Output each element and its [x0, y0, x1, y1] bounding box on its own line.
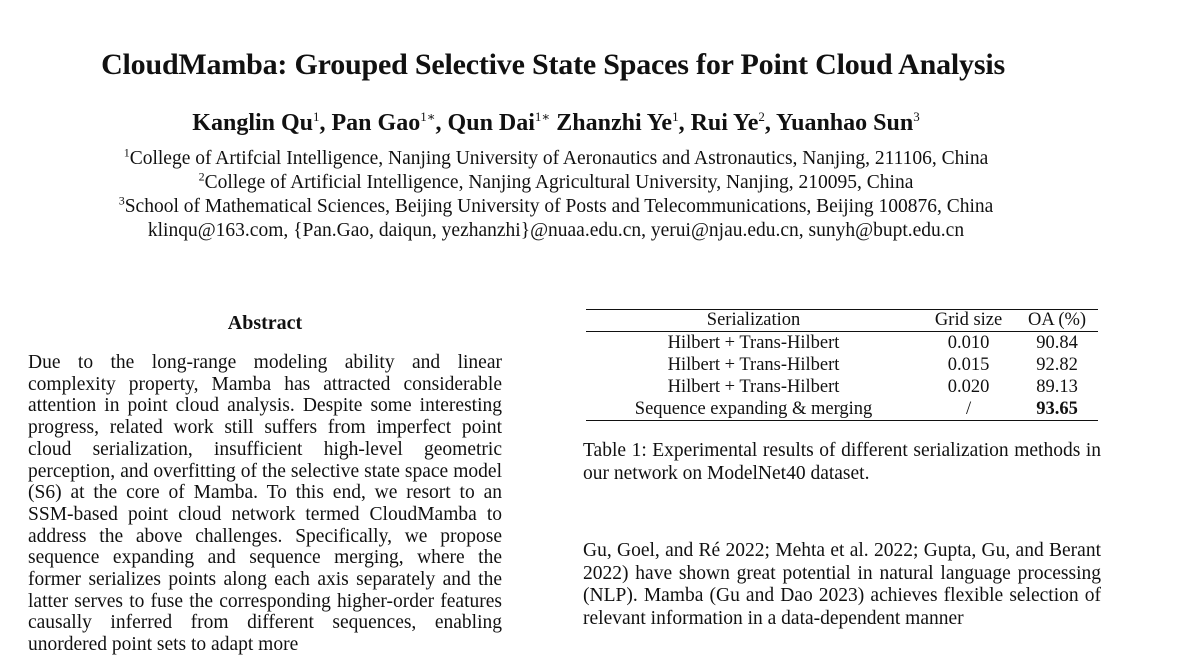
author-separator: , [678, 110, 691, 136]
body-text: Gu, Goel, and Ré 2022; Mehta et al. 2022; Gupta, Gu, and Berant 2022) have shown great potential in natural language processing (NLP). Mamba (Gu and Dao 2023) achieves flexible selection of relevant information in a data-dependent manner [583, 540, 1101, 629]
table-cell: 0.020 [947, 377, 990, 397]
table-header-cell: OA (%) [1016, 310, 1098, 332]
author-name: Yuanhao Sun [775, 110, 914, 136]
paper-title: CloudMamba: Grouped Selective State Spaces for Point Cloud Analysis [101, 48, 1005, 81]
results-table [586, 309, 1098, 421]
abstract-heading: Abstract [227, 312, 303, 334]
table-header-cell: Serialization [586, 310, 921, 332]
email-line [0, 219, 1112, 243]
affiliation-mark: 1 [123, 145, 130, 160]
table-cell: Hilbert + Trans-Hilbert [667, 355, 840, 375]
affiliation-mark: 3 [118, 193, 125, 208]
table-cell: 90.84 [1036, 333, 1078, 353]
author-name: Rui Ye [690, 110, 759, 136]
abstract-text: Due to the long-range modeling ability and linear complexity property, Mamba has attracted considerable attention in point cloud analysis. Despite some interesting progress, related work still suffers from imperfect point cloud serialization, insufficient high-level geometric perception, and overfitting of the selective state space model (S6) at the core of Mamba. To this end, we resort to an SSM-based point cloud network termed CloudMamba to address the above challenges. Specifically, we propose sequence expanding and sequence merging, where the former serializes points along each axis separately and the latter serves to fuse the corresponding higher-order features causally inferred from different sequences, enabling unordered point sets to adapt more [28, 352, 502, 656]
author-separator: , [764, 110, 776, 136]
affiliations [0, 147, 1112, 243]
affiliation-line [0, 195, 1112, 219]
table-header-cell: Grid size [921, 310, 1016, 332]
author-name: Zhanzhi Ye [556, 110, 673, 136]
author-name: Qun Dai [447, 110, 535, 136]
author-name: Pan Gao [331, 110, 421, 136]
table-header-row [586, 310, 1098, 332]
table-cell: 0.015 [947, 355, 990, 375]
author-affil-mark: 3 [913, 109, 920, 124]
table-row [586, 376, 1098, 398]
author-affil-mark: 1 [672, 109, 679, 124]
email-text: klinqu@163.com, {Pan.Gao, daiqun, yezhanzhi}@nuaa.edu.cn, yerui@njau.edu.cn, sunyh@bupt.edu.cn [147, 220, 965, 241]
table-row [586, 398, 1098, 421]
table-row [586, 332, 1098, 355]
table-cell: 92.82 [1036, 355, 1078, 375]
author-separator: , [319, 110, 332, 136]
author-list [0, 110, 1112, 137]
affiliation-line [0, 147, 1112, 171]
table-cell: Hilbert + Trans-Hilbert [667, 377, 840, 397]
affiliation-text: College of Artificial Intelligence, Nanjing Agricultural University, Nanjing, 210095, China [204, 172, 914, 193]
table-row [586, 354, 1098, 376]
affiliation-mark: 2 [198, 169, 205, 184]
table-cell: / [921, 398, 1016, 421]
author-affil-mark: 1∗ [420, 109, 436, 124]
author-affil-mark: 2 [758, 109, 765, 124]
table-cell: Sequence expanding & merging [586, 398, 921, 421]
table-caption: Table 1: Experimental results of different serialization methods in our network on ModelNet40 dataset. [583, 440, 1101, 484]
table-cell: 89.13 [1036, 377, 1078, 397]
author-name: Kanglin Qu [192, 110, 314, 136]
affiliation-text: College of Artifcial Intelligence, Nanjing University of Aeronautics and Astronautics, Nanjing, 211106, China [129, 148, 989, 169]
author-separator: , [435, 110, 448, 136]
author-affil-mark: 1 [313, 109, 320, 124]
table-cell-best: 93.65 [1016, 398, 1098, 421]
affiliation-text: School of Mathematical Sciences, Beijing University of Posts and Telecommunications, Beijing 100876, China [124, 196, 994, 217]
affiliation-line [0, 171, 1112, 195]
table-cell: 0.010 [947, 333, 990, 353]
table-cell: Hilbert + Trans-Hilbert [667, 333, 840, 353]
author-affil-mark: 1∗ [534, 109, 551, 124]
